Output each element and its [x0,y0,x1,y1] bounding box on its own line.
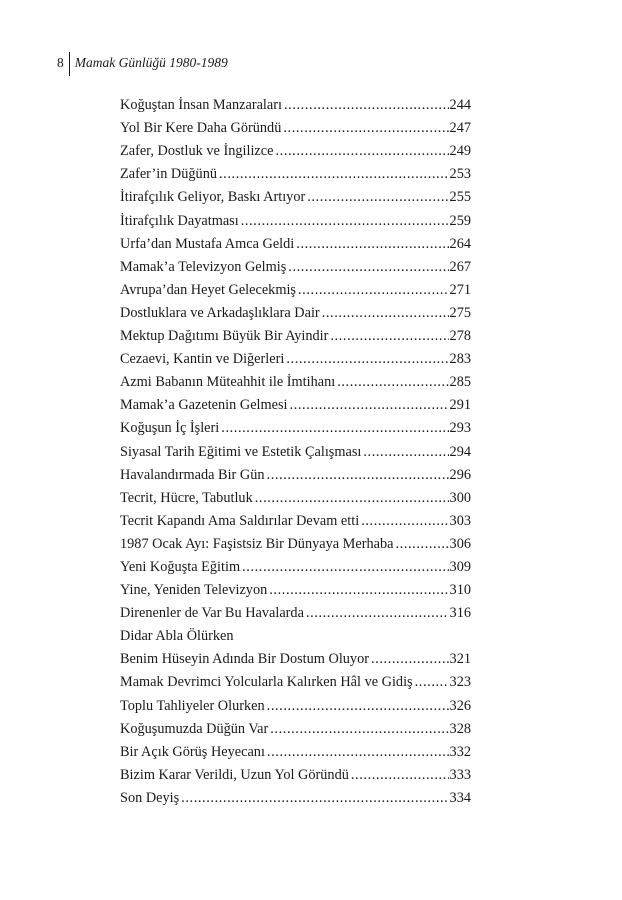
toc-entry [120,599,471,622]
toc-entry-title: Mamak Devrimci Yolcularla Kalırken Hâl ve Gidiş [120,674,413,691]
toc-entry-title: İtirafçılık Geliyor, Baskı Artıyor [120,189,306,206]
dot-leader [307,189,448,206]
toc-entry [120,183,471,206]
toc-entry [120,299,471,322]
toc-entry-page: 293 [449,420,471,437]
toc-entry-title: Havalandırmada Bir Gün [120,466,265,483]
dot-leader [363,444,448,461]
page-number: 8 [57,55,64,70]
toc-entry-title-line1: Didar Abla Ölürken [120,628,234,645]
toc-entry [120,114,471,137]
toc-entry-title: İtirafçılık Dayatması [120,212,239,229]
toc-entry [120,576,471,599]
toc-entry-title: Koğuştan İnsan Manzaraları [120,97,282,114]
toc-entry-page: 294 [449,443,471,460]
toc-entry-title: Koğuşumuzda Düğün Var [120,720,269,737]
toc-entry [120,345,471,368]
toc-entry-page: 309 [449,558,471,575]
toc-entry [120,160,471,183]
toc-entry [120,414,471,437]
toc-entry-title: Mamak’a Gazetenin Gelmesi [120,397,288,414]
toc-entry-title: Yine, Yeniden Televizyon [120,582,268,599]
toc-entry-title: Benim Hüseyin Adında Bir Dostum Oluyor [120,651,369,668]
toc-entry [120,368,471,391]
toc-entry-page: 333 [449,766,471,783]
toc-entry [120,137,471,160]
dot-leader [283,120,448,137]
toc-entry-page: 334 [449,789,471,806]
dot-leader [284,97,449,114]
dot-leader [330,328,448,345]
dot-leader [361,513,448,530]
dot-leader [221,420,448,437]
toc-entry [120,622,471,668]
toc-entry [120,391,471,414]
toc-entry-title: Mamak’a Televizyon Gelmiş [120,258,287,275]
toc-entry [120,91,471,114]
toc-entry [120,230,471,253]
dot-leader [288,259,448,276]
dot-leader [395,536,448,553]
toc-entry-title: Tecrit, Hücre, Tabutluk [120,489,253,506]
toc-entry [120,437,471,460]
toc-entry-title: Yeni Koğuşta Eğitim [120,558,241,575]
toc-entry-page: 306 [449,535,471,552]
toc-entry-page: 247 [449,120,471,137]
dot-leader [306,605,449,622]
toc-entry-page: 267 [449,258,471,275]
toc-entry [120,761,471,784]
toc-entry-page: 328 [449,720,471,737]
toc-entry-page: 310 [449,582,471,599]
dot-leader [371,651,449,668]
table-of-contents [120,91,471,807]
toc-entry-page: 300 [449,489,471,506]
toc-entry [120,715,471,738]
toc-entry-page: 253 [449,166,471,183]
toc-entry-page: 283 [449,351,471,368]
dot-leader [269,582,448,599]
dot-leader [241,213,449,230]
toc-entry-page: 244 [449,97,471,114]
toc-entry-title: Direnenler de Var Bu Havalarda [120,605,304,622]
toc-entry-page: 332 [449,743,471,760]
dot-leader [351,767,449,784]
toc-entry-title: Son Deyiş [120,789,180,806]
toc-entry-page: 275 [449,304,471,321]
running-title: Mamak Günlüğü 1980-1989 [74,55,228,70]
toc-entry-page: 326 [449,697,471,714]
page-header [57,50,228,76]
toc-entry-title: Koğuşun İç İşleri [120,420,220,437]
toc-entry-page: 255 [449,189,471,206]
toc-entry [120,691,471,714]
toc-entry [120,507,471,530]
toc-entry [120,461,471,484]
toc-entry [120,530,471,553]
toc-entry [120,738,471,761]
toc-entry [120,484,471,507]
dot-leader [290,397,449,414]
dot-leader [296,236,448,253]
toc-entry-page: 264 [449,235,471,252]
toc-entry-page: 291 [449,397,471,414]
toc-entry [120,668,471,691]
toc-entry-page: 278 [449,328,471,345]
toc-entry-title: Dostluklara ve Arkadaşlıklara Dair [120,304,320,321]
toc-entry-title: Yol Bir Kere Daha Göründü [120,120,282,137]
toc-entry [120,784,471,807]
dot-leader [255,490,449,507]
toc-entry-page: 271 [449,281,471,298]
dot-leader [267,744,449,761]
toc-entry [120,253,471,276]
dot-leader [298,282,449,299]
toc-entry-title: Zafer’in Düğünü [120,166,217,183]
toc-entry-page: 285 [449,374,471,391]
toc-entry-page: 323 [449,674,471,691]
toc-entry-title: Bir Açık Görüş Heyecanı [120,743,265,760]
toc-entry [120,276,471,299]
toc-entry-title: Mektup Dağıtımı Büyük Bir Ayindir [120,328,329,345]
toc-entry-page: 316 [449,605,471,622]
toc-entry-page: 303 [449,512,471,529]
dot-leader [337,374,448,391]
toc-entry [120,553,471,576]
toc-entry-title: Toplu Tahliyeler Olurken [120,697,265,714]
toc-entry-title: Tecrit Kapandı Ama Saldırılar Devam etti [120,512,360,529]
toc-entry-title: Azmi Babanın Müteahhit ile İmtihanı [120,374,336,391]
toc-entry-title: Zafer, Dostluk ve İngilizce [120,143,274,160]
dot-leader [270,721,448,738]
dot-leader [275,143,448,160]
toc-entry-title: Siyasal Tarih Eğitimi ve Estetik Çalışması [120,443,362,460]
toc-entry-page: 321 [449,651,471,668]
toc-entry-title: Cezaevi, Kantin ve Diğerleri [120,351,285,368]
toc-entry-page: 249 [449,143,471,160]
dot-leader [286,351,448,368]
toc-entry-title: Urfa’dan Mustafa Amca Geldi [120,235,295,252]
dot-leader [219,166,449,183]
dot-leader [267,698,449,715]
dot-leader [242,559,448,576]
toc-entry-title: Bizim Karar Verildi, Uzun Yol Göründü [120,766,349,783]
toc-entry [120,322,471,345]
toc-entry-title: Avrupa’dan Heyet Gelecekmiş [120,281,296,298]
dot-leader [415,674,449,691]
dot-leader [181,790,448,807]
toc-entry [120,206,471,229]
toc-entry-page: 296 [449,466,471,483]
toc-entry-page: 259 [449,212,471,229]
dot-leader [322,305,449,322]
toc-entry-title: 1987 Ocak Ayı: Faşistsiz Bir Dünyaya Merhaba [120,535,394,552]
dot-leader [267,467,449,484]
